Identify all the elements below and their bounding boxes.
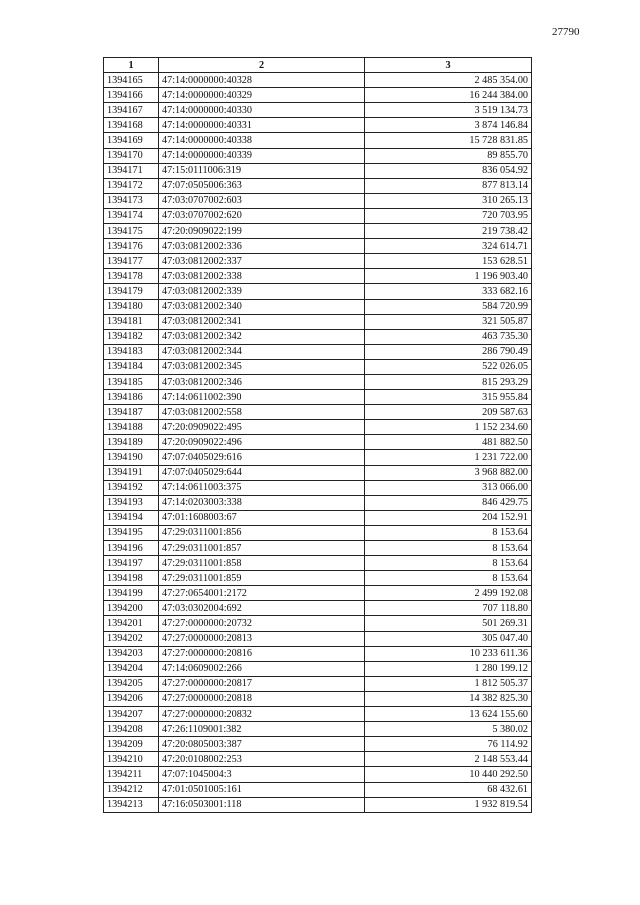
row-number-cell: 1394186 <box>104 390 159 405</box>
row-number-cell: 1394208 <box>104 722 159 737</box>
row-number-cell: 1394177 <box>104 254 159 269</box>
table-row <box>104 631 532 646</box>
value-cell: 1 932 819.54 <box>365 797 532 812</box>
cadastral-number-cell: 47:01:1608003:67 <box>159 510 365 525</box>
column-header-1: 1 <box>104 58 159 73</box>
row-number-cell: 1394209 <box>104 737 159 752</box>
row-number-cell: 1394180 <box>104 299 159 314</box>
row-number-cell: 1394166 <box>104 88 159 103</box>
value-cell: 501 269.31 <box>365 616 532 631</box>
value-cell: 153 628.51 <box>365 254 532 269</box>
value-cell: 310 265.13 <box>365 193 532 208</box>
cadastral-number-cell: 47:03:0812002:344 <box>159 344 365 359</box>
value-cell: 1 152 234.60 <box>365 420 532 435</box>
table-row <box>104 676 532 691</box>
row-number-cell: 1394195 <box>104 525 159 540</box>
cadastral-number-cell: 47:03:0812002:338 <box>159 269 365 284</box>
value-cell: 1 231 722.00 <box>365 450 532 465</box>
table-row <box>104 691 532 706</box>
row-number-cell: 1394187 <box>104 405 159 420</box>
row-number-cell: 1394212 <box>104 782 159 797</box>
cadastral-number-cell: 47:20:0805003:387 <box>159 737 365 752</box>
row-number-cell: 1394210 <box>104 752 159 767</box>
table-row <box>104 767 532 782</box>
cadastral-number-cell: 47:03:0812002:340 <box>159 299 365 314</box>
table-row <box>104 193 532 208</box>
cadastral-number-cell: 47:14:0611002:390 <box>159 390 365 405</box>
cadastral-number-cell: 47:20:0909022:496 <box>159 435 365 450</box>
row-number-cell: 1394198 <box>104 571 159 586</box>
value-cell: 1 196 903.40 <box>365 269 532 284</box>
value-cell: 877 813.14 <box>365 178 532 193</box>
cadastral-number-cell: 47:03:0812002:342 <box>159 329 365 344</box>
value-cell: 481 882.50 <box>365 435 532 450</box>
row-number-cell: 1394194 <box>104 510 159 525</box>
value-cell: 815 293.29 <box>365 374 532 389</box>
value-cell: 8 153.64 <box>365 556 532 571</box>
table-row <box>104 148 532 163</box>
value-cell: 14 382 825.30 <box>365 691 532 706</box>
value-cell: 720 703.95 <box>365 208 532 223</box>
column-header-3: 3 <box>365 58 532 73</box>
table-row <box>104 88 532 103</box>
cadastral-number-cell: 47:14:0203003:338 <box>159 495 365 510</box>
cadastral-number-cell: 47:03:0812002:346 <box>159 374 365 389</box>
row-number-cell: 1394207 <box>104 707 159 722</box>
row-number-cell: 1394171 <box>104 163 159 178</box>
row-number-cell: 1394184 <box>104 359 159 374</box>
row-number-cell: 1394178 <box>104 269 159 284</box>
value-cell: 15 728 831.85 <box>365 133 532 148</box>
value-cell: 8 153.64 <box>365 525 532 540</box>
value-cell: 10 233 611.36 <box>365 646 532 661</box>
value-cell: 8 153.64 <box>365 541 532 556</box>
cadastral-number-cell: 47:20:0108002:253 <box>159 752 365 767</box>
cadastral-number-cell: 47:15:0111006:319 <box>159 163 365 178</box>
cadastral-number-cell: 47:29:0311001:856 <box>159 525 365 540</box>
table-row <box>104 390 532 405</box>
column-header-2: 2 <box>159 58 365 73</box>
value-cell: 313 066.00 <box>365 480 532 495</box>
cadastral-number-cell: 47:14:0609002:266 <box>159 661 365 676</box>
table-row <box>104 465 532 480</box>
cadastral-number-cell: 47:27:0000000:20818 <box>159 691 365 706</box>
value-cell: 584 720.99 <box>365 299 532 314</box>
cadastral-number-cell: 47:26:1109001:382 <box>159 722 365 737</box>
value-cell: 463 735.30 <box>365 329 532 344</box>
row-number-cell: 1394213 <box>104 797 159 812</box>
table-row <box>104 646 532 661</box>
table-row <box>104 374 532 389</box>
table-row <box>104 480 532 495</box>
table-row <box>104 556 532 571</box>
value-cell: 305 047.40 <box>365 631 532 646</box>
table-body <box>104 73 532 813</box>
table-row <box>104 450 532 465</box>
table-row <box>104 601 532 616</box>
row-number-cell: 1394173 <box>104 193 159 208</box>
cadastral-number-cell: 47:03:0812002:558 <box>159 405 365 420</box>
value-cell: 3 519 134.73 <box>365 103 532 118</box>
table-row <box>104 495 532 510</box>
table-row <box>104 722 532 737</box>
value-cell: 209 587.63 <box>365 405 532 420</box>
cadastral-number-cell: 47:14:0000000:40338 <box>159 133 365 148</box>
table-row <box>104 239 532 254</box>
page-number: 27790 <box>552 26 580 38</box>
value-cell: 522 026.05 <box>365 359 532 374</box>
cadastral-number-cell: 47:03:0812002:339 <box>159 284 365 299</box>
row-number-cell: 1394204 <box>104 661 159 676</box>
value-cell: 76 114.92 <box>365 737 532 752</box>
value-cell: 10 440 292.50 <box>365 767 532 782</box>
value-cell: 836 054.92 <box>365 163 532 178</box>
cadastral-number-cell: 47:07:0405029:644 <box>159 465 365 480</box>
table-row <box>104 269 532 284</box>
value-cell: 1 812 505.37 <box>365 676 532 691</box>
cadastral-number-cell: 47:03:0812002:341 <box>159 314 365 329</box>
cadastral-number-cell: 47:27:0000000:20816 <box>159 646 365 661</box>
table-row <box>104 178 532 193</box>
value-cell: 204 152.91 <box>365 510 532 525</box>
value-cell: 846 429.75 <box>365 495 532 510</box>
row-number-cell: 1394167 <box>104 103 159 118</box>
cadastral-number-cell: 47:14:0000000:40331 <box>159 118 365 133</box>
table-row <box>104 797 532 812</box>
table-row <box>104 616 532 631</box>
table-row <box>104 254 532 269</box>
cadastral-number-cell: 47:03:0707002:603 <box>159 193 365 208</box>
cadastral-number-cell: 47:27:0000000:20732 <box>159 616 365 631</box>
cadastral-number-cell: 47:29:0311001:859 <box>159 571 365 586</box>
cadastral-number-cell: 47:03:0812002:336 <box>159 239 365 254</box>
table-row <box>104 435 532 450</box>
cadastral-number-cell: 47:29:0311001:857 <box>159 541 365 556</box>
table-row <box>104 541 532 556</box>
row-number-cell: 1394168 <box>104 118 159 133</box>
table-row <box>104 73 532 88</box>
value-cell: 219 738.42 <box>365 224 532 239</box>
registry-table <box>103 57 532 813</box>
value-cell: 1 280 199.12 <box>365 661 532 676</box>
value-cell: 5 380.02 <box>365 722 532 737</box>
value-cell: 2 485 354.00 <box>365 73 532 88</box>
cadastral-number-cell: 47:03:0812002:337 <box>159 254 365 269</box>
cadastral-number-cell: 47:14:0000000:40328 <box>159 73 365 88</box>
row-number-cell: 1394192 <box>104 480 159 495</box>
row-number-cell: 1394165 <box>104 73 159 88</box>
row-number-cell: 1394188 <box>104 420 159 435</box>
cadastral-number-cell: 47:14:0000000:40329 <box>159 88 365 103</box>
row-number-cell: 1394179 <box>104 284 159 299</box>
table-row <box>104 661 532 676</box>
row-number-cell: 1394193 <box>104 495 159 510</box>
table-row <box>104 510 532 525</box>
table-row <box>104 737 532 752</box>
value-cell: 321 505.87 <box>365 314 532 329</box>
table-row <box>104 133 532 148</box>
row-number-cell: 1394174 <box>104 208 159 223</box>
cadastral-number-cell: 47:14:0611003:375 <box>159 480 365 495</box>
row-number-cell: 1394172 <box>104 178 159 193</box>
cadastral-number-cell: 47:14:0000000:40339 <box>159 148 365 163</box>
table-row <box>104 359 532 374</box>
table-row <box>104 163 532 178</box>
table-row <box>104 586 532 601</box>
table-row <box>104 299 532 314</box>
row-number-cell: 1394169 <box>104 133 159 148</box>
cadastral-number-cell: 47:20:0909022:199 <box>159 224 365 239</box>
value-cell: 333 682.16 <box>365 284 532 299</box>
cadastral-number-cell: 47:27:0000000:20817 <box>159 676 365 691</box>
table-row <box>104 707 532 722</box>
row-number-cell: 1394183 <box>104 344 159 359</box>
cadastral-number-cell: 47:27:0000000:20832 <box>159 707 365 722</box>
table-row <box>104 405 532 420</box>
row-number-cell: 1394203 <box>104 646 159 661</box>
row-number-cell: 1394211 <box>104 767 159 782</box>
cadastral-number-cell: 47:29:0311001:858 <box>159 556 365 571</box>
table-row <box>104 344 532 359</box>
table-row <box>104 420 532 435</box>
row-number-cell: 1394175 <box>104 224 159 239</box>
row-number-cell: 1394206 <box>104 691 159 706</box>
value-cell: 324 614.71 <box>365 239 532 254</box>
row-number-cell: 1394205 <box>104 676 159 691</box>
cadastral-number-cell: 47:03:0707002:620 <box>159 208 365 223</box>
table-row <box>104 782 532 797</box>
cadastral-number-cell: 47:07:0405029:616 <box>159 450 365 465</box>
table-row <box>104 314 532 329</box>
value-cell: 286 790.49 <box>365 344 532 359</box>
table-row <box>104 103 532 118</box>
row-number-cell: 1394191 <box>104 465 159 480</box>
value-cell: 8 153.64 <box>365 571 532 586</box>
row-number-cell: 1394202 <box>104 631 159 646</box>
table-row <box>104 571 532 586</box>
value-cell: 707 118.80 <box>365 601 532 616</box>
table-header-row <box>104 58 532 73</box>
cadastral-number-cell: 47:20:0909022:495 <box>159 420 365 435</box>
row-number-cell: 1394196 <box>104 541 159 556</box>
value-cell: 2 499 192.08 <box>365 586 532 601</box>
table-row <box>104 752 532 767</box>
cadastral-number-cell: 47:27:0654001:2172 <box>159 586 365 601</box>
value-cell: 13 624 155.60 <box>365 707 532 722</box>
value-cell: 3 968 882.00 <box>365 465 532 480</box>
row-number-cell: 1394200 <box>104 601 159 616</box>
cadastral-number-cell: 47:03:0302004:692 <box>159 601 365 616</box>
value-cell: 3 874 146.84 <box>365 118 532 133</box>
row-number-cell: 1394170 <box>104 148 159 163</box>
value-cell: 315 955.84 <box>365 390 532 405</box>
cadastral-number-cell: 47:07:1045004:3 <box>159 767 365 782</box>
row-number-cell: 1394182 <box>104 329 159 344</box>
table-row <box>104 284 532 299</box>
row-number-cell: 1394199 <box>104 586 159 601</box>
table-row <box>104 224 532 239</box>
cadastral-number-cell: 47:07:0505006:363 <box>159 178 365 193</box>
row-number-cell: 1394185 <box>104 374 159 389</box>
table-row <box>104 208 532 223</box>
cadastral-number-cell: 47:01:0501005:161 <box>159 782 365 797</box>
value-cell: 89 855.70 <box>365 148 532 163</box>
table-row <box>104 525 532 540</box>
value-cell: 68 432.61 <box>365 782 532 797</box>
row-number-cell: 1394190 <box>104 450 159 465</box>
value-cell: 16 244 384.00 <box>365 88 532 103</box>
row-number-cell: 1394201 <box>104 616 159 631</box>
value-cell: 2 148 553.44 <box>365 752 532 767</box>
table-row <box>104 118 532 133</box>
row-number-cell: 1394197 <box>104 556 159 571</box>
cadastral-number-cell: 47:16:0503001:118 <box>159 797 365 812</box>
cadastral-number-cell: 47:03:0812002:345 <box>159 359 365 374</box>
table-row <box>104 329 532 344</box>
row-number-cell: 1394181 <box>104 314 159 329</box>
row-number-cell: 1394189 <box>104 435 159 450</box>
cadastral-number-cell: 47:27:0000000:20813 <box>159 631 365 646</box>
row-number-cell: 1394176 <box>104 239 159 254</box>
cadastral-number-cell: 47:14:0000000:40330 <box>159 103 365 118</box>
